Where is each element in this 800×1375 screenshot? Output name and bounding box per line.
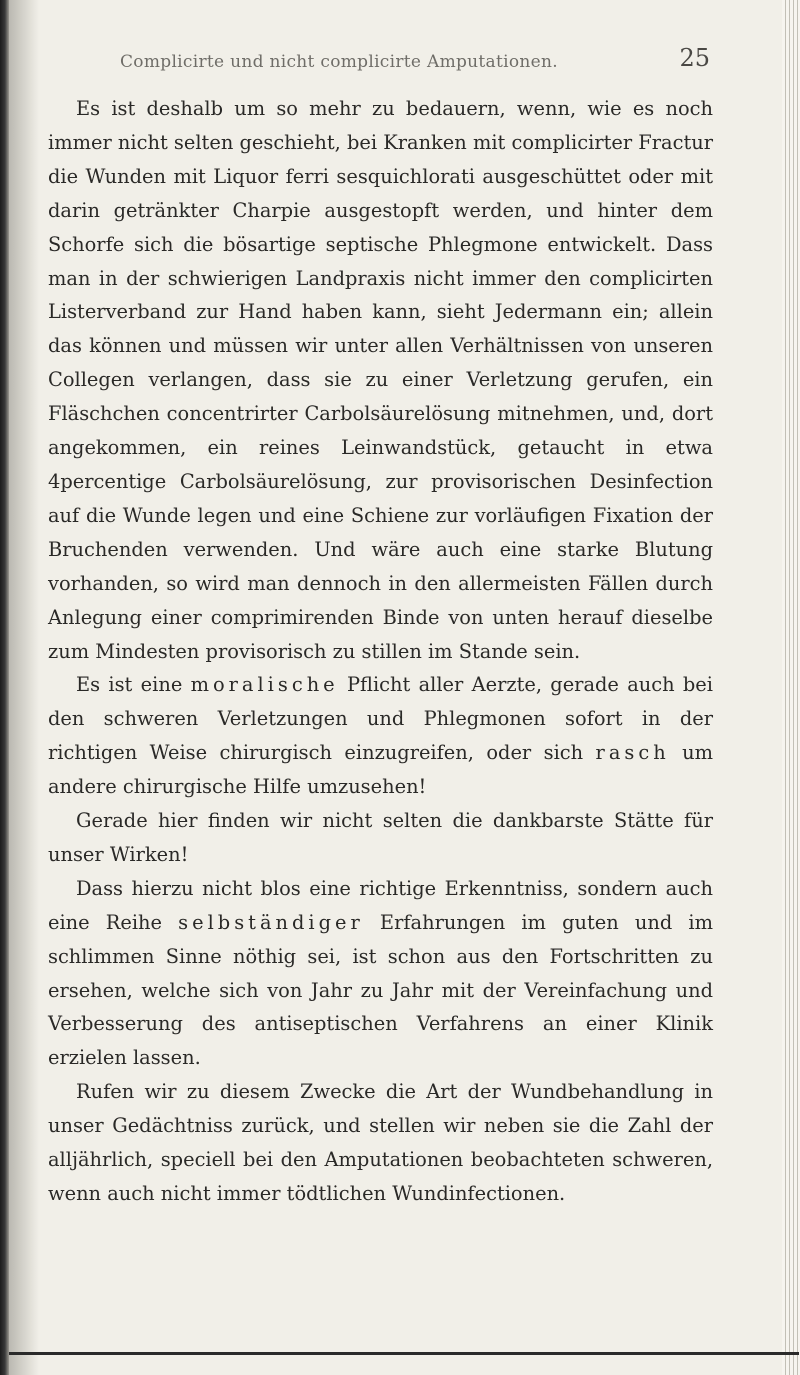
emphasis-rasch: rasch	[595, 741, 670, 765]
text-segment: Gerade hier finden wir nicht selten die dankbarste Stätte für unser Wirken!	[48, 809, 713, 866]
page-stack-edge	[782, 0, 800, 1375]
text-segment: Es ist eine	[76, 673, 191, 697]
body-text	[48, 92, 713, 1211]
text-segment: Erfahrungen im guten und im schlimmen Sinne nöthig sei, ist schon aus den Fortschritten zu ersehen, welche sich von Jahr zu Jahr mit der Vereinfachung und Verbesserung des antiseptischen Verfahrens an einer Klinik erzielen lassen.	[48, 910, 713, 1070]
gutter-shadow	[9, 0, 39, 1375]
text-segment: Pflicht aller Aerzte, gerade auch bei den schweren Verletzungen und Phlegmonen sofort in der richtigen Weise chirurgisch einzugreifen, oder sich	[48, 673, 713, 765]
emphasis-selbstaendiger: selbständiger	[178, 910, 364, 934]
paragraph-4	[48, 872, 713, 1075]
page-header	[120, 44, 710, 84]
emphasis-moralische: moralische	[190, 673, 339, 697]
text-segment: Es ist deshalb um so mehr zu bedauern, wenn, wie es noch immer nicht selten geschieht, bei Kranken mit complicirter Fractur die Wunden mit Liquor ferri sesquichlorati ausgeschüttet oder mit darin getränkter Charpie ausgestopft werden, und hinter dem Schorfe sich die bösartige septische Phlegmone entwickelt. Dass man in der schwierigen Landpraxis nicht immer den complicirten Listerverband zur Hand haben kann, sieht Jedermann ein; allein das können und müssen wir unter allen Verhältnissen von unseren Collegen verlangen, dass sie zu einer Verletzung gerufen, ein Fläschchen concentrirter Carbolsäurelösung mitnehmen, und, dort angekommen, ein reines Leinwandstück, getaucht in etwa 4percentige Carbolsäurelösung, zur provisorischen Desinfection auf die Wunde legen und eine Schiene zur vorläufigen Fixation der Bruchenden verwenden. Und wäre auch eine starke Blutung vorhanden, so wird man dennoch in den allermeisten Fällen durch Anlegung einer comprimirenden Binde von unten herauf dieselbe zum Mindesten provisorisch zu stillen im Stande sein.	[48, 97, 713, 663]
paragraph-5	[48, 1075, 713, 1211]
text-segment: um andere chirurgische Hilfe umzusehen!	[48, 741, 713, 799]
text-segment: Rufen wir zu diesem Zwecke die Art der Wundbehandlung in unser Gedächtniss zurück, und stellen wir neben sie die Zahl der alljährlich, speciell bei den Amputationen beobachteten schweren, wenn auch nicht immer tödtlichen Wundinfectionen.	[48, 1080, 713, 1205]
page-number: 25	[679, 44, 710, 72]
running-title: Complicirte und nicht complicirte Amputationen.	[120, 52, 558, 72]
paragraph-3	[48, 804, 713, 872]
bottom-edge-line	[9, 1352, 799, 1355]
paragraph-1	[48, 92, 713, 668]
paragraph-2	[48, 668, 713, 804]
text-segment: Dass hierzu nicht blos eine richtige Erkenntniss, sondern auch eine Reihe	[48, 876, 713, 934]
book-spine	[0, 0, 9, 1375]
